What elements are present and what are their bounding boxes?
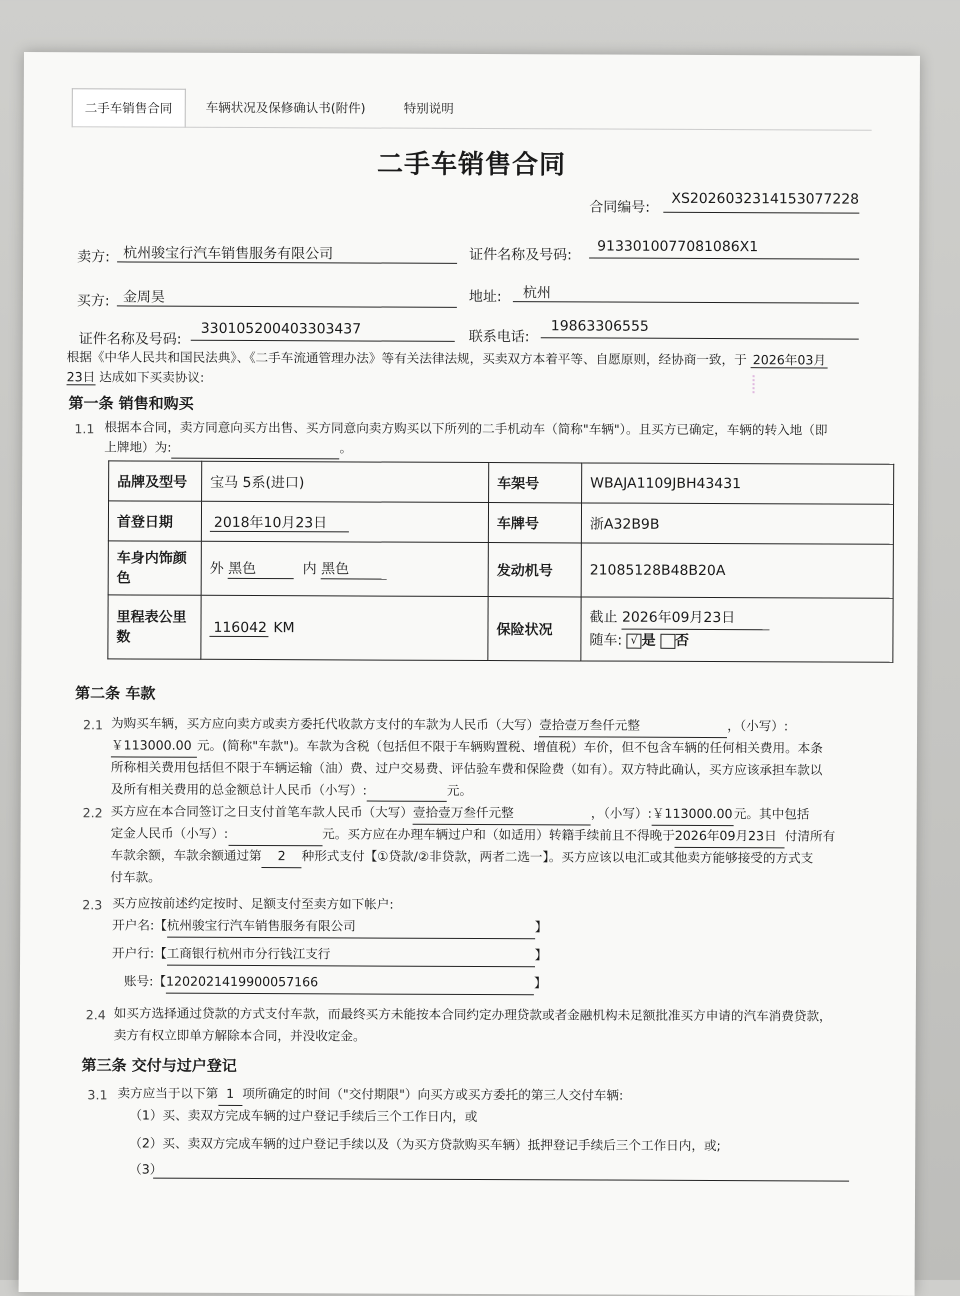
clause-1-1-num: 1.1 — [74, 418, 94, 440]
odometer-label: 里程表公里数 — [108, 595, 201, 659]
seller-value: 杭州骏宝行汽车销售服务有限公司 — [123, 242, 333, 263]
account-number-value: 1202021419900057166 — [166, 971, 534, 996]
seller-id-value: 913301007708​1086X1 — [597, 239, 758, 256]
engine-label: 发动机号 — [488, 543, 581, 597]
clause-2-3-text: 买方应按前述约定按时、足额支付至卖方如下帐户: — [112, 892, 393, 915]
phone-label: 联系电话: — [469, 326, 530, 346]
buyer-id-underline — [191, 339, 455, 342]
insurance-no-checkbox[interactable] — [660, 633, 675, 648]
phone-underline — [541, 336, 859, 339]
interior-label: 内 — [303, 561, 317, 577]
clause-2-1-line-4: 及所有相关费用的总金额总计人民币（小写）: 元。 — [111, 778, 472, 802]
clause-2-1-line-3: 所称相关费用包括但不限于车辆运输（油）费、过户交易费、评估验车费和保险费（如有）。双方特此确认，买方应该承担车款以 — [111, 756, 823, 781]
clause-2-1-line-2: ￥113000.00 元。(简称"车款")。车款为含税（包括但不限于车辆购置税、增值税）车价，但不包含车辆的任何相关费用。本条 — [111, 734, 823, 760]
article-3-title: 第三条 交付与过户登记 — [82, 1054, 237, 1076]
clause-2-4-num: 2.4 — [86, 1004, 106, 1026]
clause-2-4-line-1: 如买方选择通过贷款的方式支付车款，而最终买方未能按本合同约定办理贷款或者金融机构未足额批准买方申请的汽车消费贷款， — [114, 1002, 832, 1027]
clause-2-3-num: 2.3 — [82, 894, 102, 916]
account-name-row: 开户名:【杭州骏宝行汽车销售服务有限公司 】 — [112, 914, 547, 939]
first-payment-in-figures: ￥113000.00 — [652, 803, 734, 826]
table-row — [108, 501, 893, 544]
account-name-value: 杭州骏宝行汽车销售服务有限公司 — [167, 915, 535, 940]
odometer-value: 116042 — [209, 619, 269, 636]
contract-no-underline — [663, 211, 859, 214]
tab-vehicle-condition[interactable]: 车辆状况及保修确认书(附件) — [206, 89, 366, 128]
article-2-title: 第二条 车款 — [75, 682, 155, 703]
agreement-date-part1: 2026年03月 — [751, 352, 828, 368]
exterior-label: 外 — [210, 561, 224, 577]
clause-1-1-text: 根据本合同，卖方同意向买方出售、买方同意向卖方购买以下所列的二手机动车（简称"车辆"）。且买方已确定，车辆的转入地（即 — [104, 416, 827, 441]
insurance-with-car-label: 随车: — [589, 632, 622, 648]
registration-place-blank[interactable] — [171, 444, 339, 460]
clause-2-2-line-2: 定金人民币（小写）: 元。买方应在办理车辆过户和（如适用）转籍手续前且不得晚于2026年09月23日 付清所有 — [111, 822, 836, 848]
first-reg-cell — [201, 501, 488, 542]
page-title: 二手车销售合同 — [23, 142, 919, 183]
buyer-underline — [117, 304, 457, 307]
delivery-option-3-blank — [153, 1177, 849, 1182]
clause-2-1-num: 2.1 — [83, 714, 103, 736]
seller-id-underline — [589, 256, 859, 259]
address-label: 地址: — [469, 286, 502, 306]
address-underline — [513, 300, 859, 304]
agreement-date-part2: 23日 — [67, 369, 96, 385]
vehicle-table — [107, 460, 894, 662]
clause-2-2-num: 2.2 — [83, 802, 103, 824]
buyer-label: 买方: — [77, 290, 110, 310]
seller-underline — [117, 260, 457, 263]
buyer-id-label: 证件名称及号码: — [79, 328, 182, 348]
table-row — [108, 541, 893, 598]
insurance-until-value: 2026年09月23日 — [622, 607, 770, 631]
odometer-cell — [201, 595, 488, 660]
clause-2-4-line-2: 卖方有权立即单方解除本合同，并没收定金。 — [114, 1024, 366, 1047]
intro-line-2 — [67, 366, 205, 389]
clause-1-1-text-2: 上牌地）为: 。 — [104, 436, 352, 459]
balance-due-date: 2026年09月23日 — [675, 825, 785, 848]
tab-divider — [72, 126, 872, 130]
delivery-option-3: （3） — [129, 1158, 162, 1180]
buyer-id-value: 330105200403303437 — [201, 321, 361, 338]
brand-value: 宝马 5系(进口) — [202, 461, 489, 502]
tab-special-notes[interactable]: 特别说明 — [404, 90, 454, 128]
insurance-no-label: 否 — [675, 633, 689, 649]
insurance-cell — [581, 597, 893, 662]
brand-label: 品牌及型号 — [109, 461, 202, 501]
first-payment-in-words: 壹拾壹万叁仟元整 — [413, 802, 591, 826]
tab-contract[interactable]: 二手车销售合同 — [72, 88, 186, 127]
company-seal-stamp — [919, 576, 920, 713]
odometer-unit: KM — [273, 620, 294, 636]
contract-no-value: XS2026032314153077228 — [671, 191, 859, 208]
clause-2-1-line-1: 为购买车辆，买方应向卖方或卖方委托代收款方支付的车款为人民币（大写）壹拾壹万叁仟元整 ，（小写）: — [111, 712, 788, 738]
insurance-until-row — [589, 606, 884, 630]
insurance-label: 保险状况 — [488, 597, 581, 661]
engine-value: 21085128B48B20A — [581, 543, 893, 598]
clause-2-2-line-3: 车款余额，车款余额通过第 2 种形式支付【①贷款/②非贷款，两者二选一】。买方应该以电汇或其他卖方能够接受的方式支 — [110, 844, 813, 870]
plate-value: 浙A32B9B — [581, 503, 893, 544]
registration-place-label: 上牌地）为: — [104, 439, 171, 454]
insurance-yes-label: 是 — [642, 633, 656, 649]
account-name-label: 开户名:【 — [112, 917, 167, 932]
price-in-figures: ￥113000.00 — [111, 734, 197, 757]
address-value: 杭州 — [523, 282, 551, 302]
intro-text: 根据《中华人民共和国民法典》、《二手车流通管理办法》等有关法律法规，买卖双方本着平等、自愿原则，经协商一致，于 — [67, 349, 747, 367]
vin-label: 车架号 — [489, 463, 582, 503]
intro-text-2: 达成如下买卖协议: — [99, 369, 204, 384]
table-row — [109, 461, 894, 504]
phone-value: 19863306555 — [551, 318, 649, 334]
bank-row: 开户行:【工商银行杭州市分行钱江支行 】 — [112, 942, 547, 967]
vin-value: WBAJA1109JBH43431 — [582, 463, 894, 504]
insurance-until-label: 截止 — [590, 609, 618, 625]
article-1-title: 第一条 销售和购买 — [68, 392, 193, 414]
delivery-item-number: 1 — [218, 1083, 242, 1106]
insurance-yes-checkbox[interactable]: √ — [627, 633, 642, 648]
seller-label: 卖方: — [77, 246, 110, 266]
delivery-option-1: （1）买、卖双方完成车辆的过户登记手续后三个工作日内，或 — [129, 1104, 477, 1128]
insurance-with-car-row — [589, 629, 884, 652]
clause-2-2-line-4: 付车款。 — [110, 866, 160, 888]
interior-color: 黑色 — [321, 558, 387, 579]
seller-id-label: 证件名称及号码: — [469, 244, 572, 264]
color-cell — [201, 541, 488, 596]
account-number-label: 账号:【 — [124, 973, 166, 988]
contract-page — [19, 52, 920, 1296]
account-number-row: 账号:【1202021419900057166 】 — [124, 970, 547, 995]
contract-no-label: 合同编号: — [589, 196, 650, 216]
bank-label: 开户行:【 — [112, 945, 167, 960]
table-row — [108, 595, 893, 662]
first-reg-label: 首登日期 — [108, 501, 201, 541]
color-label: 车身内饰颜色 — [108, 541, 201, 595]
total-amount-blank[interactable] — [367, 787, 447, 802]
clause-2-2-line-1: 买方应在本合同签订之日支付首笔车款人民币（大写）壹拾壹万叁仟元整 ，（小写）:￥113000.00元。其中包括 — [111, 800, 810, 826]
exterior-color: 黑色 — [228, 558, 294, 579]
payment-method-number: 2 — [262, 845, 302, 868]
plate-label: 车牌号 — [488, 503, 581, 543]
buyer-value: 金周昊 — [123, 286, 165, 306]
first-reg-value: 2018年10月23日 — [210, 514, 349, 532]
clause-3-1-num: 3.1 — [87, 1084, 107, 1106]
delivery-option-2: （2）买、卖双方完成车辆的过户登记手续以及（为买方贷款购买车辆）抵押登记手续后三个工作日内，或; — [129, 1132, 721, 1157]
price-in-words: 壹拾壹万叁仟元整 — [539, 714, 727, 738]
ink-mark — [753, 375, 769, 393]
bank-value: 工商银行杭州市分行钱江支行 — [167, 943, 535, 968]
clause-3-1-line-1: 卖方应当于以下第 1 项所确定的时间（"交付期限"）向买方或买方委托的第三人交付车辆: — [117, 1082, 623, 1107]
